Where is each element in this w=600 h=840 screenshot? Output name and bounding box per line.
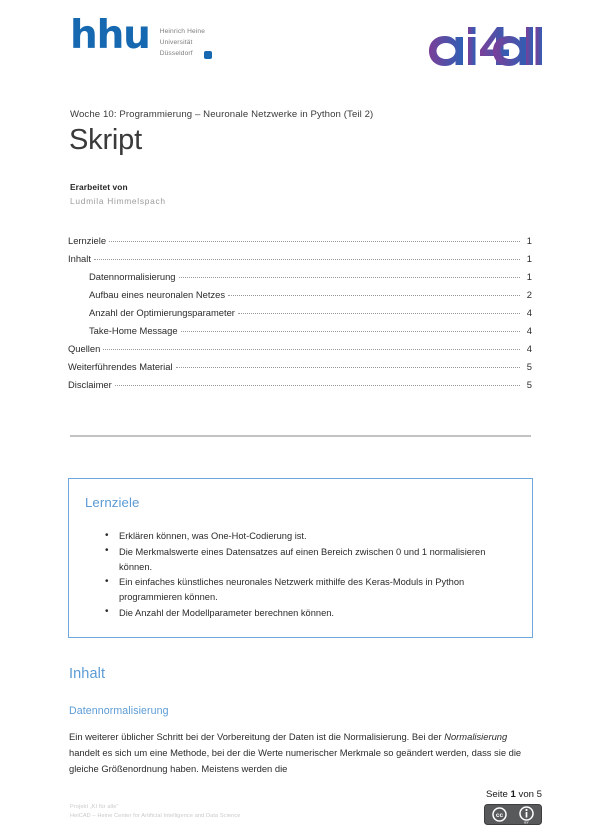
hhu-line-3: Düsseldorf xyxy=(159,50,193,58)
hhu-line-1: Heinrich Heine xyxy=(159,28,206,35)
toc-entry-page: 1 xyxy=(526,253,532,264)
toc-entry-label: Take-Home Message xyxy=(89,325,178,336)
author-block xyxy=(70,182,166,206)
hhu-logo xyxy=(70,13,206,59)
hhu-line-2: Universität xyxy=(159,39,193,47)
learning-goals-list xyxy=(97,529,492,622)
author-label: Erarbeitet von xyxy=(70,182,128,192)
toc-entry[interactable] xyxy=(68,340,532,358)
toc-entry-page: 4 xyxy=(526,343,532,354)
toc-entry-page: 1 xyxy=(526,271,532,282)
hhu-wordmark: hhu xyxy=(70,13,150,58)
toc-entry-page: 4 xyxy=(526,307,532,318)
cc-glyph-label: cc xyxy=(495,812,504,819)
toc-entry[interactable] xyxy=(68,358,532,376)
learning-goals-box xyxy=(68,478,533,638)
toc-entry[interactable] xyxy=(68,232,532,250)
paragraph-italic-term: Normalisierung xyxy=(444,731,508,742)
creative-commons-badge xyxy=(484,804,542,825)
toc-entry[interactable] xyxy=(68,304,532,322)
page-title: Skript xyxy=(69,124,142,156)
toc-dot-leader xyxy=(179,276,520,278)
toc-entry[interactable] xyxy=(68,268,532,286)
toc-entry-label: Disclaimer xyxy=(68,379,112,390)
subsection-heading-datennormalisierung: Datennormalisierung xyxy=(69,705,169,717)
toc-entry[interactable] xyxy=(68,286,532,304)
footer-project-line: Projekt „KI für alle“ xyxy=(70,804,119,810)
toc-entry[interactable] xyxy=(68,250,532,268)
toc-entry-label: Lernziele xyxy=(68,235,107,246)
footer-institute-line: HeiCAD – Heine Center for Artificial Intelligence and Data Science xyxy=(70,813,241,819)
toc-entry-label: Aufbau eines neuronalen Netzes xyxy=(89,289,226,300)
toc-entry-page: 1 xyxy=(526,235,532,246)
paragraph-text-part1: Ein weiterer üblicher Schritt bei der Vorbereitung der Daten ist die Normalisierung. Bei der xyxy=(69,731,445,742)
toc-entry[interactable] xyxy=(68,322,532,340)
toc-entry[interactable] xyxy=(68,376,532,394)
toc-dot-leader xyxy=(103,348,520,350)
toc-entry-page: 4 xyxy=(526,325,532,336)
learning-goals-title: Lernziele xyxy=(85,495,140,510)
cc-by-license-icon xyxy=(484,804,542,825)
document-eyebrow: Woche 10: Programmierung – Neuronale Netzwerke in Python (Teil 2) xyxy=(70,109,374,120)
toc-entry-page: 2 xyxy=(526,289,532,300)
learning-goal-item: • Erklären können, was One-Hot-Codierung ist. xyxy=(119,529,492,544)
page-indicator-prefix: Seite xyxy=(485,789,511,800)
toc-entry-label: Anzahl der Optimierungsparameter xyxy=(89,307,235,318)
learning-goal-item: • Die Merkmalswerte eines Datensatzes auf einen Bereich zwischen 0 und 1 normalisieren können. xyxy=(119,545,492,575)
toc-entry-label: Quellen xyxy=(68,343,101,354)
page-indicator-suffix: von 5 xyxy=(515,789,542,800)
toc-entry-page: 5 xyxy=(526,379,532,390)
hhu-university-name xyxy=(160,26,205,59)
page-indicator xyxy=(486,789,542,800)
paragraph-text-part2: handelt es sich um eine Methode, bei der die Werte numerischer Merkmale so geändert werden, dass sie die gleiche Größenordnung haben. Meistens werden die xyxy=(69,747,522,775)
toc-dot-leader xyxy=(109,240,520,242)
body-paragraph xyxy=(69,729,533,778)
page-indicator-number: 1 xyxy=(510,789,516,800)
toc-dot-leader xyxy=(176,366,520,368)
toc-entry-page: 5 xyxy=(526,361,532,372)
ai4all-logo-icon xyxy=(426,26,542,70)
toc-dot-leader xyxy=(228,294,520,296)
ai4all-logo xyxy=(426,26,542,70)
page-header xyxy=(70,13,542,80)
table-of-contents xyxy=(68,232,532,394)
toc-entry-label: Inhalt xyxy=(68,253,91,264)
section-heading-inhalt: Inhalt xyxy=(69,666,106,682)
toc-entry-label: Weiterführendes Material xyxy=(68,361,173,372)
toc-dot-leader xyxy=(238,312,520,314)
toc-dot-leader xyxy=(181,330,520,332)
learning-goal-item: • Die Anzahl der Modellparameter berechnen können. xyxy=(119,606,492,621)
author-name: Ludmila Himmelspach xyxy=(70,196,166,206)
toc-dot-leader xyxy=(115,384,520,386)
toc-dot-leader xyxy=(94,258,520,260)
learning-goal-item: • Ein einfaches künstliches neuronales Netzwerk mithilfe des Keras-Moduls in Python programmieren können. xyxy=(119,575,492,605)
by-glyph-label: BY xyxy=(524,820,529,825)
horizontal-divider xyxy=(70,435,531,437)
toc-entry-label: Datennormalisierung xyxy=(89,271,176,282)
hhu-square-dot-icon xyxy=(204,51,212,59)
footer-credits xyxy=(70,803,240,821)
